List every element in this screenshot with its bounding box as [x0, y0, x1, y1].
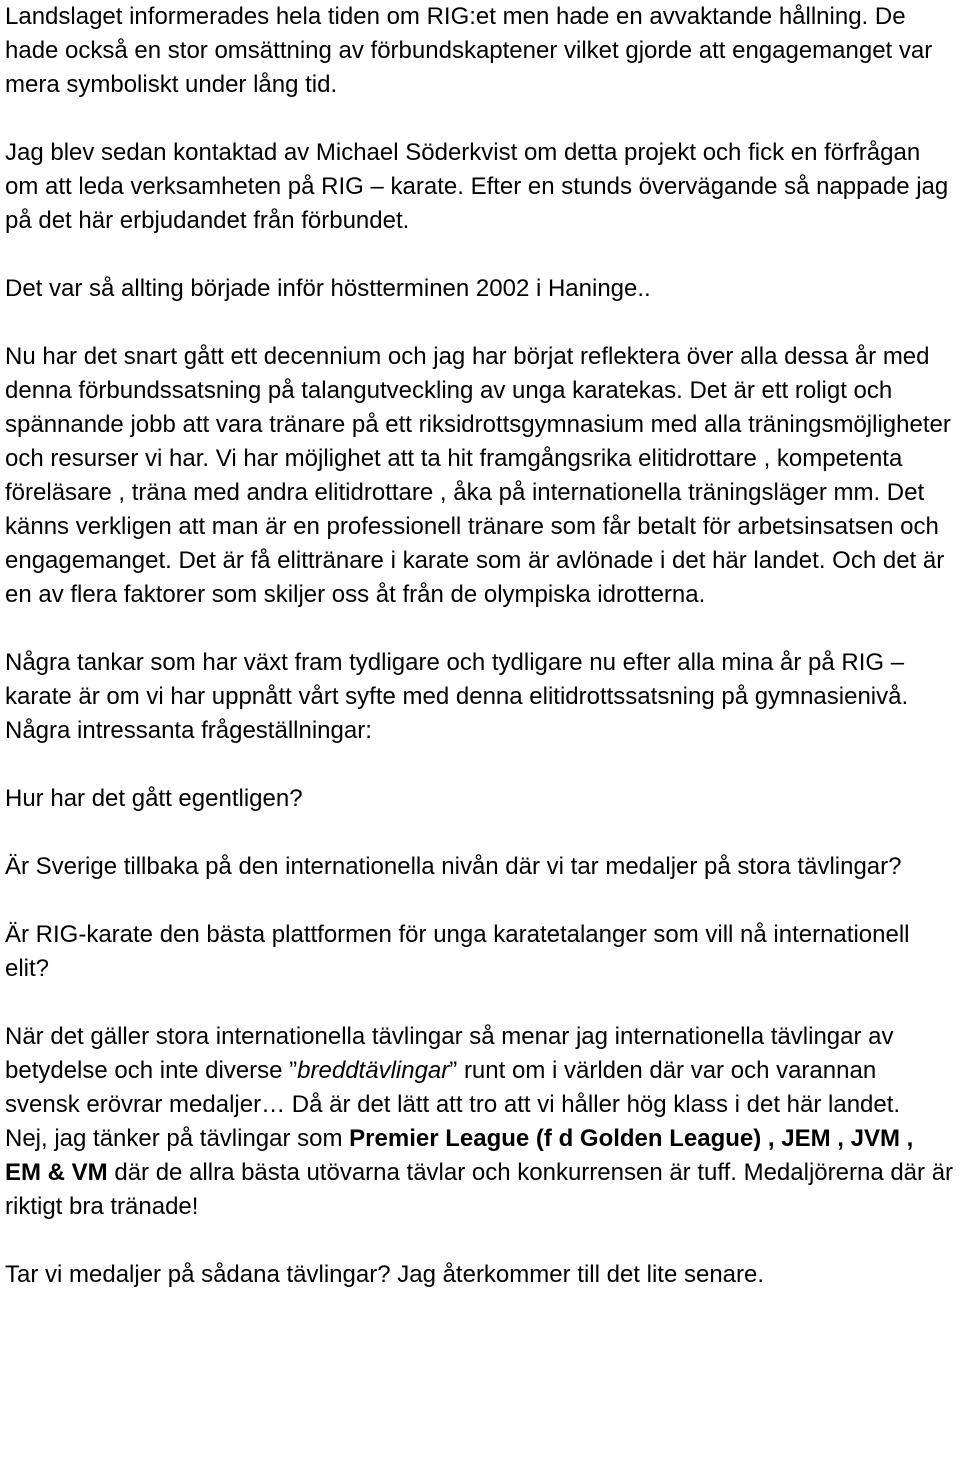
paragraph-gap [5, 816, 955, 850]
paragraph-landslaget: Landslaget informerades hela tiden om RIG:et men hade en avvaktande hållning. De hade också en stor omsättning av förbundskaptener vilket gjorde att engagemanget var mera symboliskt under lång tid. [5, 3, 933, 98]
paragraph-gap [5, 986, 955, 1020]
paragraph-gap [5, 1224, 955, 1258]
text-run: ” runt om i världen där var och varannan svensk erövrar medaljer… Då är det lätt att tro att vi håller hög klass i det här landet. [5, 1057, 901, 1118]
paragraph-tankar: Några tankar som har växt fram tydligare och tydligare nu efter alla mina år på RIG – karate är om vi har uppnått vårt syfte med denna elitidrottssatsning på gymnasienivå. Några intressanta frågeställningar: [5, 649, 909, 744]
question-hur-har-det-gatt: Hur har det gått egentligen? [5, 785, 303, 812]
paragraph-gap [5, 238, 955, 272]
text-run: Nej, jag tänker på tävlingar som [5, 1125, 350, 1152]
question-sverige-tillbaka: Är Sverige tillbaka på den internationella nivån där vi tar medaljer på stora tävlingar? [5, 853, 902, 880]
paragraph-medaljer: Tar vi medaljer på sådana tävlingar? Jag återkommer till det lite senare. [5, 1261, 765, 1288]
paragraph-decennium: Nu har det snart gått ett decennium och jag har börjat reflektera över alla dessa år med denna förbundssatsning på talangutveckling av unga karatekas. Det är ett roligt och spännande jobb att vara tränare på ett riksidrottsgymnasium med alla träningsmöjligheter och resurser vi har. Vi har möjlighet att ta hit framgångsrika elitidrottare , kompetenta föreläsare , träna med andra elitidrottare , åka på internationella träningsläger mm. Det känns verkligen att man är en professionell tränare som får betalt för arbetsinsatsen och engagemanget. Det är få elittränare i karate som är avlönade i det här landet. Och det är en av flera faktorer som skiljer oss åt från de olympiska idrotterna. [5, 343, 951, 608]
bold-text-competitions: Premier League (f d Golden League) , JEM , JVM , EM & VM [5, 1125, 914, 1186]
paragraph-gap [5, 884, 955, 918]
paragraph-gap [5, 748, 955, 782]
paragraph-internationella-tavlingar [5, 1020, 955, 1122]
paragraph-haninge: Det var så allting började inför höstterminen 2002 i Haninge.. [5, 275, 651, 302]
question-rig-karate-plattform: Är RIG-karate den bästa plattformen för unga karatetalanger som vill nå internationell elit? [5, 921, 910, 982]
paragraph-gap [5, 306, 955, 340]
text-run: där de allra bästa utövarna tävlar och konkurrensen är tuff. Medaljörerna där är riktigt bra tränade! [5, 1159, 954, 1220]
paragraph-gap [5, 612, 955, 646]
italic-text-breddtavlingar: breddtävlingar [297, 1057, 450, 1084]
document-page [5, 0, 955, 1292]
text-run: När det gäller stora internationella tävlingar så menar jag internationella tävlingar av betydelse och inte diverse ” [5, 1023, 894, 1084]
paragraph-gap [5, 102, 955, 136]
paragraph-premier-league [5, 1122, 955, 1224]
paragraph-kontaktad: Jag blev sedan kontaktad av Michael Söderkvist om detta projekt och fick en förfrågan om att leda verksamheten på RIG – karate. Efter en stunds övervägande så nappade jag på det här erbjudandet från förbundet. [5, 139, 949, 234]
